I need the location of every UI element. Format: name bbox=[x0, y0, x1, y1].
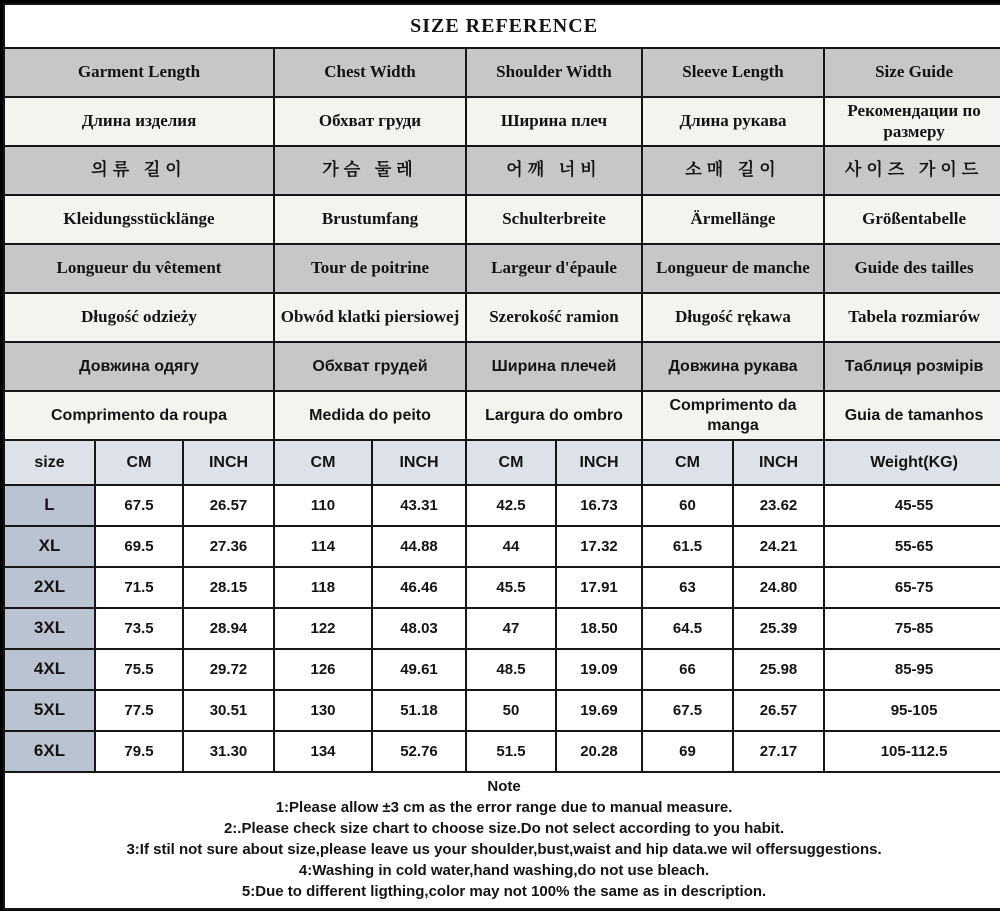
translation-cell: Длина изделия bbox=[4, 97, 274, 146]
value-cell: 29.72 bbox=[183, 649, 274, 690]
translation-cell: Schulterbreite bbox=[466, 195, 642, 244]
value-cell: 24.80 bbox=[733, 567, 824, 608]
value-cell: 130 bbox=[274, 690, 372, 731]
translation-cell: Довжина одягу bbox=[4, 342, 274, 391]
note-row bbox=[4, 772, 1000, 909]
translation-cell: Długość rękawa bbox=[642, 293, 824, 342]
sleeve-length-label: Sleeve Length bbox=[642, 48, 824, 97]
size-row-6xl bbox=[4, 731, 1000, 772]
note-line-5: 5:Due to different ligthing,color may not 100% the same as in description. bbox=[241, 883, 767, 900]
value-cell: 66 bbox=[642, 649, 733, 690]
value-cell: 48.5 bbox=[466, 649, 556, 690]
value-cell: 126 bbox=[274, 649, 372, 690]
translation-cell: Таблиця розмірів bbox=[824, 342, 1000, 391]
header-row-english bbox=[4, 48, 1000, 97]
value-cell: 75.5 bbox=[95, 649, 183, 690]
value-cell: 69 bbox=[642, 731, 733, 772]
size-row-2xl bbox=[4, 567, 1000, 608]
cm-column-header: CM bbox=[95, 440, 183, 485]
value-cell: 45-55 bbox=[824, 485, 1000, 526]
translation-cell: Largura do ombro bbox=[466, 391, 642, 440]
value-cell: 105-112.5 bbox=[824, 731, 1000, 772]
value-cell: 75-85 bbox=[824, 608, 1000, 649]
value-cell: 69.5 bbox=[95, 526, 183, 567]
size-row-xl bbox=[4, 526, 1000, 567]
translation-cell: Comprimento da manga bbox=[642, 391, 824, 440]
shoulder-width-label: Shoulder Width bbox=[466, 48, 642, 97]
garment-length-label: Garment Length bbox=[4, 48, 274, 97]
translation-cell: Рекомендации по размеру bbox=[824, 97, 1000, 146]
note-line-3: 3:If stil not sure about size,please leave us your shoulder,bust,waist and hip data.we wil offersuggestions. bbox=[126, 841, 882, 858]
value-cell: 28.15 bbox=[183, 567, 274, 608]
translation-cell: Длина рукава bbox=[642, 97, 824, 146]
size-guide-label: Size Guide bbox=[824, 48, 1000, 97]
translation-cell: Guide des tailles bbox=[824, 244, 1000, 293]
value-cell: 85-95 bbox=[824, 649, 1000, 690]
header-row-ukrainian bbox=[4, 342, 1000, 391]
value-cell: 63 bbox=[642, 567, 733, 608]
note-line-1: 1:Please allow ±3 cm as the error range due to manual measure. bbox=[275, 799, 733, 816]
value-cell: 16.73 bbox=[556, 485, 642, 526]
value-cell: 71.5 bbox=[95, 567, 183, 608]
value-cell: 65-75 bbox=[824, 567, 1000, 608]
inch-column-header: INCH bbox=[733, 440, 824, 485]
translation-cell: Ширина плечей bbox=[466, 342, 642, 391]
value-cell: 17.91 bbox=[556, 567, 642, 608]
size-row-3xl bbox=[4, 608, 1000, 649]
translation-cell: Brustumfang bbox=[274, 195, 466, 244]
value-cell: 20.28 bbox=[556, 731, 642, 772]
value-cell: 114 bbox=[274, 526, 372, 567]
value-cell: 26.57 bbox=[733, 690, 824, 731]
inch-column-header: INCH bbox=[556, 440, 642, 485]
value-cell: 25.98 bbox=[733, 649, 824, 690]
value-cell: 52.76 bbox=[372, 731, 466, 772]
value-cell: 118 bbox=[274, 567, 372, 608]
translation-cell: Tour de poitrine bbox=[274, 244, 466, 293]
value-cell: 134 bbox=[274, 731, 372, 772]
value-cell: 50 bbox=[466, 690, 556, 731]
size-label: 5XL bbox=[4, 690, 95, 731]
size-row-4xl bbox=[4, 649, 1000, 690]
header-row-korean bbox=[4, 146, 1000, 195]
value-cell: 61.5 bbox=[642, 526, 733, 567]
value-cell: 122 bbox=[274, 608, 372, 649]
translation-cell: Довжина рукава bbox=[642, 342, 824, 391]
value-cell: 19.09 bbox=[556, 649, 642, 690]
note-title: Note bbox=[487, 778, 521, 795]
size-row-l bbox=[4, 485, 1000, 526]
value-cell: 60 bbox=[642, 485, 733, 526]
value-cell: 49.61 bbox=[372, 649, 466, 690]
value-cell: 73.5 bbox=[95, 608, 183, 649]
translation-cell: Longueur du vêtement bbox=[4, 244, 274, 293]
header-row-german bbox=[4, 195, 1000, 244]
title-row bbox=[4, 4, 1000, 48]
inch-column-header: INCH bbox=[372, 440, 466, 485]
value-cell: 30.51 bbox=[183, 690, 274, 731]
translation-cell: Szerokość ramion bbox=[466, 293, 642, 342]
value-cell: 27.17 bbox=[733, 731, 824, 772]
value-cell: 28.94 bbox=[183, 608, 274, 649]
translation-cell: Tabela rozmiarów bbox=[824, 293, 1000, 342]
value-cell: 48.03 bbox=[372, 608, 466, 649]
value-cell: 44 bbox=[466, 526, 556, 567]
value-cell: 23.62 bbox=[733, 485, 824, 526]
translation-cell: Guia de tamanhos bbox=[824, 391, 1000, 440]
value-cell: 110 bbox=[274, 485, 372, 526]
size-column-header: size bbox=[4, 440, 95, 485]
value-cell: 25.39 bbox=[733, 608, 824, 649]
size-label: XL bbox=[4, 526, 95, 567]
weight-column-header: Weight(KG) bbox=[824, 440, 1000, 485]
translation-cell: 가슴 둘레 bbox=[274, 146, 466, 195]
translation-cell: 의류 길이 bbox=[4, 146, 274, 195]
value-cell: 51.5 bbox=[466, 731, 556, 772]
translation-cell: Kleidungsstücklänge bbox=[4, 195, 274, 244]
header-row-polish bbox=[4, 293, 1000, 342]
note-line-2: 2:.Please check size chart to choose size.Do not select according to you habit. bbox=[223, 820, 785, 837]
note-line-4: 4:Washing in cold water,hand washing,do not use bleach. bbox=[298, 862, 710, 879]
page-title: SIZE REFERENCE bbox=[4, 4, 1000, 48]
translation-cell: 어깨 너비 bbox=[466, 146, 642, 195]
translation-cell: Comprimento da roupa bbox=[4, 391, 274, 440]
header-row-french bbox=[4, 244, 1000, 293]
value-cell: 79.5 bbox=[95, 731, 183, 772]
inch-column-header: INCH bbox=[183, 440, 274, 485]
translation-cell: Обхват грудей bbox=[274, 342, 466, 391]
value-cell: 31.30 bbox=[183, 731, 274, 772]
value-cell: 26.57 bbox=[183, 485, 274, 526]
cm-column-header: CM bbox=[466, 440, 556, 485]
value-cell: 67.5 bbox=[95, 485, 183, 526]
value-cell: 24.21 bbox=[733, 526, 824, 567]
cm-column-header: CM bbox=[642, 440, 733, 485]
value-cell: 45.5 bbox=[466, 567, 556, 608]
value-cell: 27.36 bbox=[183, 526, 274, 567]
value-cell: 51.18 bbox=[372, 690, 466, 731]
translation-cell: Obwód klatki piersiowej bbox=[274, 293, 466, 342]
value-cell: 46.46 bbox=[372, 567, 466, 608]
size-row-5xl bbox=[4, 690, 1000, 731]
size-label: 3XL bbox=[4, 608, 95, 649]
value-cell: 42.5 bbox=[466, 485, 556, 526]
value-cell: 44.88 bbox=[372, 526, 466, 567]
translation-cell: Medida do peito bbox=[274, 391, 466, 440]
translation-cell: Обхват груди bbox=[274, 97, 466, 146]
chest-width-label: Chest Width bbox=[274, 48, 466, 97]
value-cell: 64.5 bbox=[642, 608, 733, 649]
translation-cell: 사이즈 가이드 bbox=[824, 146, 1000, 195]
value-cell: 55-65 bbox=[824, 526, 1000, 567]
translation-cell: Largeur d'épaule bbox=[466, 244, 642, 293]
translation-cell: Longueur de manche bbox=[642, 244, 824, 293]
size-label: 6XL bbox=[4, 731, 95, 772]
value-cell: 47 bbox=[466, 608, 556, 649]
note-section bbox=[4, 772, 1000, 909]
translation-cell: Długość odzieży bbox=[4, 293, 274, 342]
size-label: 4XL bbox=[4, 649, 95, 690]
translation-cell: Ширина плеч bbox=[466, 97, 642, 146]
value-cell: 77.5 bbox=[95, 690, 183, 731]
value-cell: 43.31 bbox=[372, 485, 466, 526]
value-cell: 17.32 bbox=[556, 526, 642, 567]
translation-cell: 소매 길이 bbox=[642, 146, 824, 195]
value-cell: 67.5 bbox=[642, 690, 733, 731]
translation-cell: Größentabelle bbox=[824, 195, 1000, 244]
size-label: L bbox=[4, 485, 95, 526]
header-row-portuguese bbox=[4, 391, 1000, 440]
cm-column-header: CM bbox=[274, 440, 372, 485]
header-row-russian bbox=[4, 97, 1000, 146]
value-cell: 95-105 bbox=[824, 690, 1000, 731]
size-label: 2XL bbox=[4, 567, 95, 608]
value-cell: 18.50 bbox=[556, 608, 642, 649]
units-header-row bbox=[4, 440, 1000, 485]
translation-cell: Ärmellänge bbox=[642, 195, 824, 244]
value-cell: 19.69 bbox=[556, 690, 642, 731]
size-reference-table bbox=[3, 3, 1000, 910]
